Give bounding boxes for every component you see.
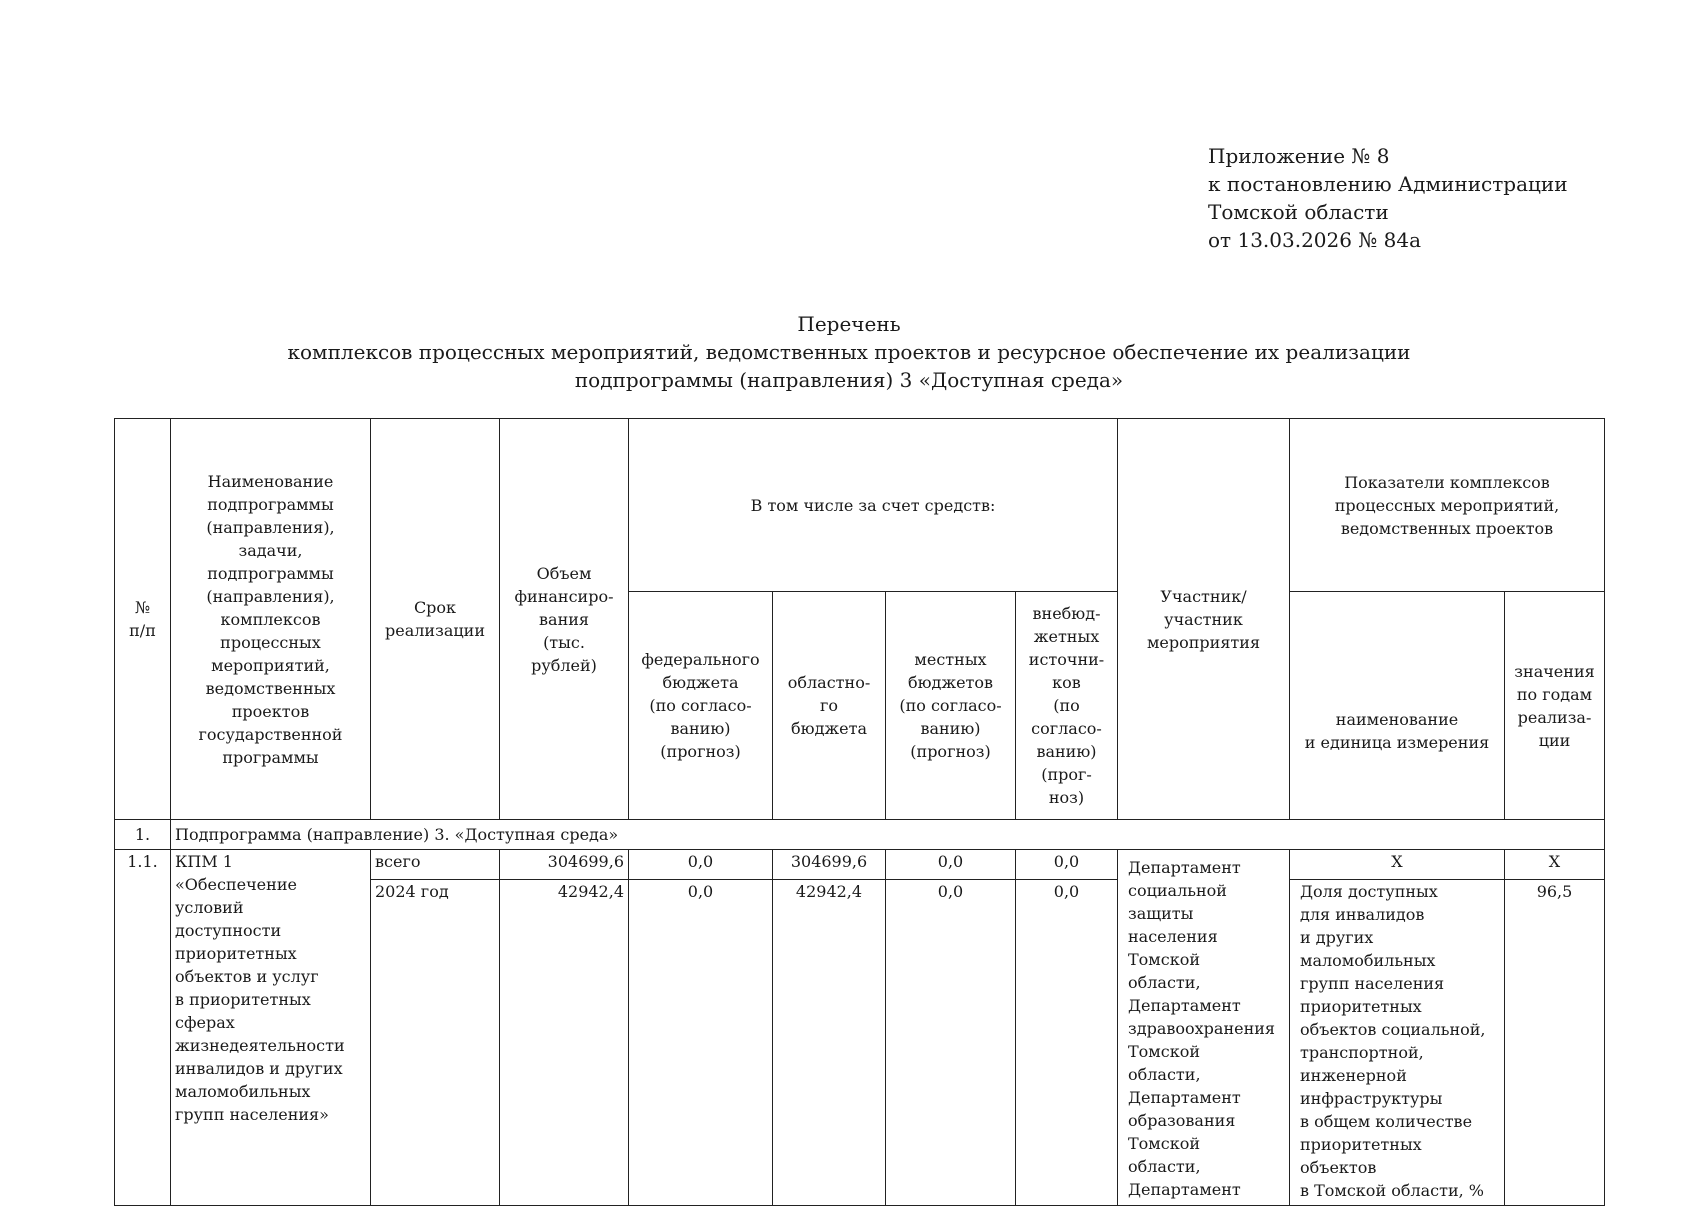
text-line: государственной	[198, 724, 343, 744]
text-line: приоритетных	[1300, 997, 1422, 1016]
text-line: Департамент	[1128, 1180, 1241, 1199]
text-line: Показатели комплексов	[1344, 472, 1550, 492]
text-line: программы	[222, 747, 319, 767]
cell-federal: 0,0	[629, 880, 773, 1206]
header-name	[171, 419, 371, 820]
header-indicator-values	[1505, 592, 1605, 820]
text-line: транспортной,	[1300, 1043, 1424, 1062]
header-local	[886, 592, 1016, 820]
text-line: процессных мероприятий,	[1334, 495, 1560, 515]
cell-federal: 0,0	[629, 850, 773, 880]
text-line: мероприятий,	[211, 655, 330, 675]
text-line: и других	[1300, 928, 1374, 947]
text-line: ноз)	[1048, 788, 1085, 807]
header-period	[371, 419, 500, 820]
header-indicator-values-text	[1509, 660, 1600, 752]
text-line: Департамент	[1128, 996, 1241, 1015]
text-line: бюджета	[791, 719, 867, 738]
text-line: Департамент	[1128, 1088, 1241, 1107]
header-local-text	[890, 648, 1011, 763]
document-title	[0, 310, 1698, 394]
text-line: КПМ 1	[175, 852, 233, 871]
text-line: маломобильных	[1300, 951, 1436, 970]
cell-indicator-value: X	[1505, 850, 1605, 880]
text-line: источни-	[1028, 650, 1105, 669]
text-line: мероприятия	[1146, 632, 1261, 652]
text-line: области,	[1128, 1065, 1201, 1084]
text-line: вания	[539, 609, 589, 629]
text-line: Объем	[536, 563, 592, 583]
cell-regional: 304699,6	[773, 850, 886, 880]
text-line: (по	[1053, 696, 1080, 715]
text-line: проектов	[231, 701, 310, 721]
header-including: В том числе за счет средств:	[629, 419, 1118, 592]
text-line: приоритетных	[1300, 1135, 1422, 1154]
row-num: 1.1.	[115, 850, 171, 1206]
funding-table	[114, 418, 1605, 1206]
header-period-text	[375, 596, 495, 642]
text-line: бюджета	[662, 673, 739, 692]
text-line: реализа-	[1517, 707, 1592, 727]
text-line: подпрограммы	[207, 494, 334, 514]
title-line: комплексов процессных мероприятий, ведомственных проектов и ресурсное обеспечение их реализации	[287, 340, 1411, 364]
text-line: (прогноз)	[660, 742, 741, 761]
table-row	[115, 850, 1605, 880]
header-extra-text	[1020, 602, 1113, 809]
text-line: №	[134, 598, 151, 617]
header-extra	[1016, 592, 1118, 820]
header-federal	[629, 592, 773, 820]
text-line: Срок	[413, 598, 457, 617]
header-participant-text	[1122, 585, 1285, 654]
text-line: инвалидов и других	[175, 1059, 343, 1078]
text-line: значения	[1514, 661, 1595, 681]
text-line: ванию)	[670, 719, 731, 738]
text-line: (по согласо-	[649, 696, 752, 715]
header-indicators	[1290, 419, 1605, 592]
text-line: Томской	[1128, 950, 1201, 969]
appendix-date: от 13.03.2026 № 84а	[1208, 228, 1421, 252]
section-num: 1.	[115, 820, 171, 850]
title-line: Перечень	[797, 312, 901, 336]
text-line: доступности	[175, 921, 282, 940]
cell-period: всего	[371, 850, 500, 880]
text-line: групп населения»	[175, 1105, 329, 1124]
text-line: для инвалидов	[1300, 905, 1425, 924]
text-line: бюджетов	[907, 673, 994, 692]
text-line: ванию)	[920, 719, 981, 738]
appendix-line: Томской области	[1208, 200, 1389, 224]
text-line: (тыс.	[543, 632, 585, 652]
text-line: «Обеспечение	[175, 875, 297, 894]
text-line: Доля доступных	[1300, 882, 1438, 901]
text-line: согласо-	[1031, 719, 1102, 738]
header-federal-text	[633, 648, 768, 763]
text-line: области,	[1128, 1157, 1201, 1176]
text-line: в Томской области, %	[1300, 1181, 1485, 1200]
text-line: ванию)	[1036, 742, 1097, 761]
header-participant	[1118, 419, 1290, 820]
text-line: Участник/	[1160, 586, 1247, 606]
text-line: и единица измерения	[1304, 732, 1490, 752]
text-line: внебюд-	[1032, 604, 1101, 623]
text-line: финансиро-	[514, 586, 614, 606]
text-line: маломобильных	[175, 1082, 311, 1101]
row-participant	[1118, 850, 1290, 1206]
text-line: местных	[914, 650, 987, 669]
text-line: федерального	[641, 650, 760, 669]
text-line: участник	[1164, 609, 1243, 629]
cell-regional: 42942,4	[773, 880, 886, 1206]
text-line: реализации	[385, 621, 485, 640]
text-line: (направления),	[206, 586, 335, 606]
row-name	[171, 850, 371, 1206]
text-line: объектов и услуг	[175, 967, 319, 986]
text-line: Наименование	[207, 471, 334, 491]
text-line: Департамент	[1128, 858, 1241, 877]
text-line: жетных	[1033, 627, 1100, 646]
text-line: групп населения	[1300, 974, 1445, 993]
text-line: наименование	[1335, 709, 1459, 729]
text-line: инженерной	[1300, 1066, 1407, 1085]
text-line: ведомственных проектов	[1340, 518, 1554, 538]
section-title: Подпрограмма (направление) 3. «Доступная среда»	[171, 820, 1605, 850]
header-volume	[500, 419, 629, 820]
text-line: условий	[175, 898, 244, 917]
header-num	[115, 419, 171, 820]
text-line: образования	[1128, 1111, 1236, 1130]
header-volume-text	[504, 562, 624, 677]
header-num-text	[119, 596, 166, 642]
cell-indicator-name: X	[1290, 850, 1505, 880]
title-line: подпрограммы (направления) 3 «Доступная среда»	[574, 368, 1124, 392]
cell-extra: 0,0	[1016, 850, 1118, 880]
text-line: областно-	[787, 673, 871, 692]
text-line: (прог-	[1041, 765, 1092, 784]
text-line: (по согласо-	[899, 696, 1002, 715]
text-line: приоритетных	[175, 944, 297, 963]
row-participant-text	[1128, 856, 1285, 1201]
cell-indicator-name	[1290, 880, 1505, 1206]
header-indicator-name	[1290, 592, 1505, 820]
text-line: (направления),	[206, 517, 335, 537]
text-line: защиты	[1128, 904, 1194, 923]
text-line: процессных	[220, 632, 321, 652]
text-line: инфраструктуры	[1300, 1089, 1443, 1108]
cell-period: 2024 год	[371, 880, 500, 1206]
header-name-text	[175, 470, 366, 769]
cell-indicator-value: 96,5	[1505, 880, 1605, 1206]
text-line: сферах	[175, 1013, 235, 1032]
text-line: по годам	[1516, 684, 1593, 704]
cell-local: 0,0	[886, 850, 1016, 880]
text-line: объектов	[1300, 1158, 1377, 1177]
text-line: задачи,	[238, 540, 303, 560]
text-line: объектов социальной,	[1300, 1020, 1486, 1039]
text-line: ведомственных	[205, 678, 336, 698]
header-regional	[773, 592, 886, 820]
section-row	[115, 820, 1605, 850]
text-line: комплексов	[220, 609, 321, 629]
header-indicator-name-text	[1294, 708, 1500, 754]
indicator-text	[1300, 880, 1500, 1202]
text-line: го	[819, 696, 838, 715]
text-line: в общем количестве	[1300, 1112, 1473, 1131]
row-name-text	[175, 850, 366, 1126]
cell-volume: 42942,4	[500, 880, 629, 1206]
text-line: области,	[1128, 973, 1201, 992]
text-line: п/п	[129, 621, 156, 640]
appendix-block	[1208, 142, 1568, 254]
header-regional-text	[777, 671, 881, 740]
text-line: в приоритетных	[175, 990, 311, 1009]
cell-volume: 304699,6	[500, 850, 629, 880]
text-line: Томской	[1128, 1134, 1201, 1153]
cell-local: 0,0	[886, 880, 1016, 1206]
appendix-line: Приложение № 8	[1208, 144, 1390, 168]
appendix-line: к постановлению Администрации	[1208, 172, 1568, 196]
text-line: ков	[1052, 673, 1081, 692]
text-line: здравоохранения	[1128, 1019, 1275, 1038]
text-line: (прогноз)	[910, 742, 991, 761]
text-line: социальной	[1128, 881, 1227, 900]
text-line: населения	[1128, 927, 1218, 946]
header-indicators-text	[1294, 471, 1600, 540]
text-line: ции	[1538, 730, 1571, 750]
cell-extra: 0,0	[1016, 880, 1118, 1206]
text-line: Томской	[1128, 1042, 1201, 1061]
text-line: жизнедеятельности	[175, 1036, 345, 1055]
text-line: рублей)	[531, 655, 597, 675]
header-row	[115, 419, 1605, 592]
text-line: подпрограммы	[207, 563, 334, 583]
